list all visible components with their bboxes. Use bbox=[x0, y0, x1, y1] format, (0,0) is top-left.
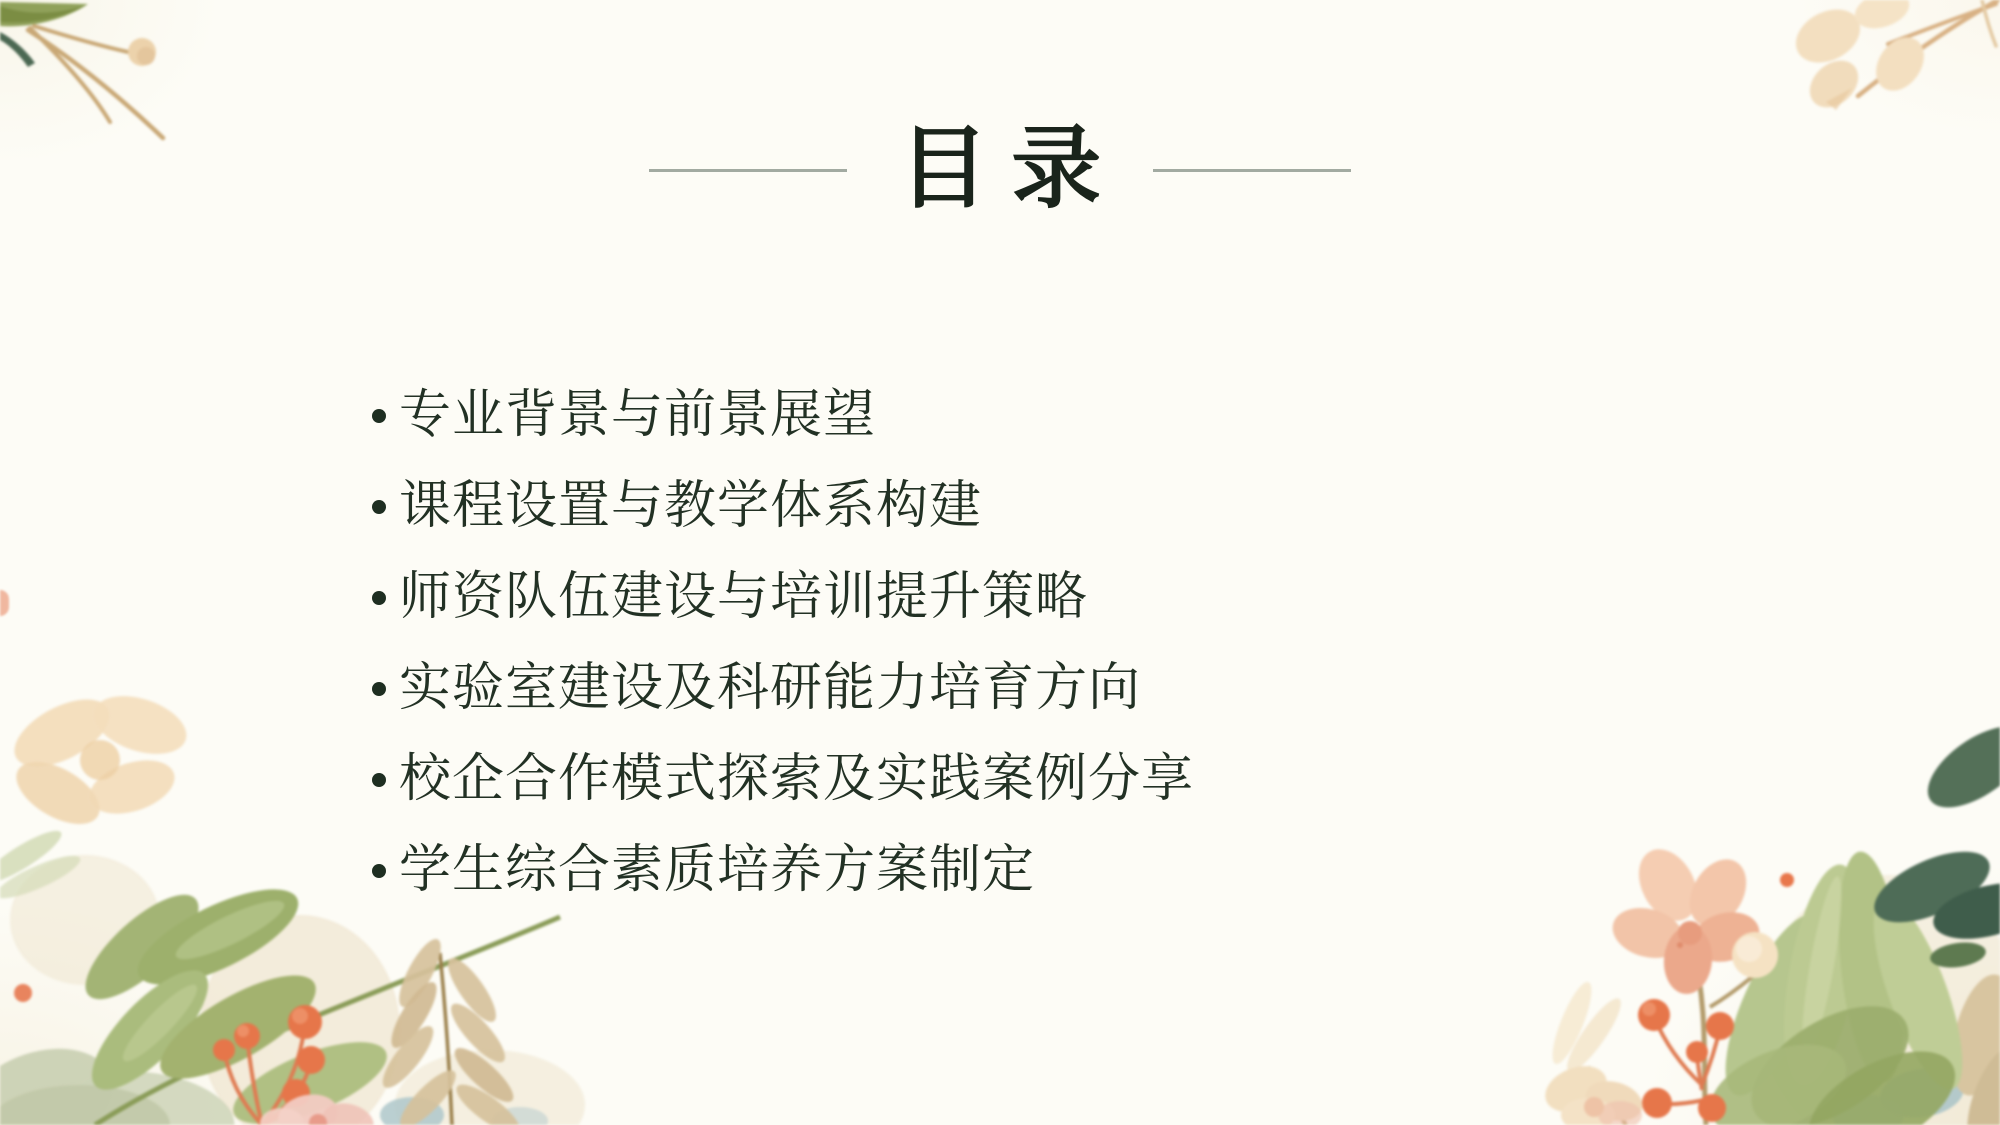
toc-item-3 bbox=[372, 552, 1194, 643]
bullet-icon bbox=[372, 409, 386, 423]
bullet-icon bbox=[372, 773, 386, 787]
title-block bbox=[0, 105, 2000, 235]
toc-item-2 bbox=[372, 461, 1194, 552]
toc-item-label: 课程设置与教学体系构建 bbox=[399, 477, 983, 535]
toc-item-4 bbox=[372, 643, 1194, 734]
bullet-icon bbox=[372, 682, 386, 696]
toc-item-label: 实验室建设及科研能力培育方向 bbox=[399, 659, 1142, 717]
toc-list bbox=[372, 370, 1194, 916]
bullet-icon bbox=[372, 500, 386, 514]
floral-decoration-bottom-right-icon bbox=[1530, 615, 2000, 1125]
toc-item-label: 校企合作模式探索及实践案例分享 bbox=[399, 750, 1195, 808]
page-title: 目 录 bbox=[898, 120, 1102, 219]
toc-item-1 bbox=[372, 370, 1194, 461]
title-divider-right bbox=[1153, 169, 1351, 172]
petal-accent-left-edge-icon bbox=[0, 590, 9, 616]
toc-item-6 bbox=[372, 825, 1194, 916]
toc-item-label: 专业背景与前景展望 bbox=[399, 386, 877, 444]
toc-item-label: 师资队伍建设与培训提升策略 bbox=[399, 568, 1089, 626]
title-divider-left bbox=[649, 169, 847, 172]
bullet-icon bbox=[372, 591, 386, 605]
bullet-icon bbox=[372, 864, 386, 878]
toc-item-label: 学生综合素质培养方案制定 bbox=[399, 841, 1036, 899]
toc-item-5 bbox=[372, 734, 1194, 825]
